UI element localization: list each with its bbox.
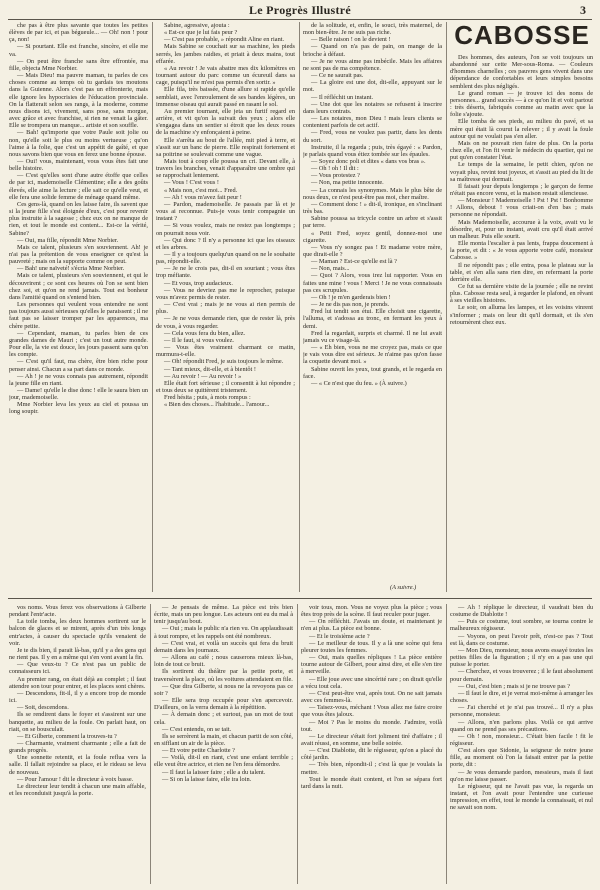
paragraph: Elle était fort sérieuse ; il consentit à lui répondre ; et tous deux se quittèrent tristement. [156,379,295,394]
paragraph: Des hommes, des auteurs, l'on se voit toujours un abandonné sur cette Mer-sous-Roma. — Couleurs d'hommes charnelles ; ces pauvres gens vivent dans une dépendance de confortables et leurs simples besoins semblent des plus négligés. [450,54,593,90]
paragraph: — Belle raison ! on le devient ! [311,36,391,44]
paragraph: La toile tomba, les deux hommes sortirent sur le balcon de glaces et se mirent, après d'un très longs entr'actes, à causer du spectacle qu'ils venaient de voir. [9,618,146,647]
paragraph: Au premier rang, on était déjà au complet ; il faut attendre son tour pour entrer, et les places sont chères. [9,675,146,690]
paragraph: — Il faut le dire, et je verrai moi-même à arranger les choses. [450,689,593,705]
paragraph: — Très bien, répondit-il ; c'est là que je voulais la mettre. [301,761,442,776]
paragraph: — Vous protestez ? [311,172,360,180]
paragraph: — Oui! vous, maintenant, vous vous êtes fait une belle histoire. [9,157,148,173]
paragraph: Il ne répondit pas ; elle entra, posa le plateau sur la table, et s'en alla sans rien dire, en refermant la porte derrière elle. [450,261,593,283]
column-rule [446,22,447,592]
column-rule [297,604,298,884]
paragraph: Sabine ouvrit les yeux, tout grands, et le regarda en face. [303,365,442,380]
paragraph: — Cela vous fera du bien, allez. [164,329,246,337]
paragraph: Elle s'arrêta au bout de l'allée, mit pied à terre, et s'assit sur un banc de pierre. Elle respirait fortement et sa poitrine se soulevait comme une vague. [156,136,295,158]
paragraph: — Elle sera trop occupée pour s'en apercevoir. D'ailleurs, on la verra demain à la répétition. [154,697,293,712]
paragraph: — Allons au café ; nous causerons mieux là-bas, loin de tout ce bruit. [154,654,293,669]
paragraph: Ce fut sa dernière visite de la journée ; elle ne revint plus. Cabosse resta seul, à regarder le plafond, en rêvant à ses vieilles histoires. [450,283,593,305]
bottom-column-3 [301,604,442,884]
paragraph: — Cependant, maman, tu parles bien de ces grandes dames de Mauri ; c'est un tout autre monde. Pour elle, la vie est douce, les jours passent sans qu'on les compte. [9,329,148,359]
paragraph: Sabine, agressive, ajouta : [164,22,230,29]
paragraph: — Une dot que les notaires se refusent à inscrire dans leurs contrats. [303,100,442,115]
bottom-column-4 [450,604,593,884]
paragraph: — « Ce n'est que du feu. » (À suivre.) [311,379,407,387]
paragraph: — C'est vrai, et voilà un succès qui fera du bruit demain dans les journaux. [154,639,293,654]
paragraph: Sabine poussa sa tricycle contre un arbre et s'assit par terre. [303,215,442,230]
paragraph: — C'est vrai ; mais je ne vous ai rien permis de plus. [156,301,295,316]
paragraph: — Moi ? Pas le moins du monde. J'admire, voilà tout. [301,718,442,733]
paragraph: — Voilà, dit-il en riant, c'est une enfant terrible ; elle veut être actrice, et rien ne l'en fera démordre. [154,754,293,769]
paragraph: — Oui ; mais le public n'a rien vu. On applaudissait à tout rompre, et les rappels ont été nombreux. [154,625,293,640]
paragraph: Mais Sabine se couchait sur sa machine, les pieds serrés, les jambes raidies, et priait à deux mains, tout effarée. [156,43,295,65]
paragraph: — La connais les synonymes. Mais le plus bête de nous deux, ce n'est peut-être pas moi, cher maître. [303,186,442,201]
column-rule [299,22,300,592]
paragraph: « Est-ce que je lui fais peur ? [164,29,238,37]
paragraph: vos noms. Vous ferez vos observations à Gilberte pendant l'entr'acte. [9,604,146,619]
paragraph: Ils sortirent du théâtre par la petite porte, et traversèrent la place, où les voitures attendaient en file. [154,668,293,683]
paragraph: Le grand roman — je trouve ici des noms de personnes... grand succès — à ce qu'on lit et voit partout : très déserts, fabriqués comme au matin avec que la folie s'ajoute. [450,89,593,119]
paragraph: Mais Mademoiselle, accourue à la voix, avait vu le désordre, et, pour un instant, avait cru qu'il était arrivé un malheur. Puis elle sourit. [450,218,593,240]
paragraph: — À demain donc ; et surtout, pas un mot de tout cela. [154,711,293,726]
paragraph: Elle monta l'escalier à pas lents, frappa doucement à la porte, et dit : « Je vous apporte votre café, monsieur Cabosse. » [450,240,593,262]
paragraph: Le soir, on alluma les lampes, et les voisins vinrent s'informer ; mais on leur dit qu'il dormait, et ils s'en retournèrent chez eux. [450,304,593,326]
paragraph: — Je pensais de même. La pièce est très bien écrite, mais un peu longue. Les acteurs ont eu du mal à tenir jusqu'au bout. [154,604,293,626]
paragraph: — Oh ! oh ! Il dit : [311,165,359,173]
paragraph: — Oui, mais quelles répliques ! La pièce entière tourne autour de Gilbert, pour ainsi dire, et elle s'en tire à merveille. [301,654,442,676]
paragraph: — Mais Dieu! ma pauvre maman, tu parles de ces choses comme au temps où tu gardais tes moutons dans la Guienne. Alors c'est pas un effronterie, mais elle ignore les hypocrisies de l'éducation provinciale. On la flatterait selon ses rangs, à la moderne, comme nous disons ici, vivement, sans pose, sans morgue, avec grâce et avec franchise, si rien ne venait la gâter. Elle se trompera un manque... artiste et son souffle. [9,72,148,130]
continued-note: (A suivre.) [390,584,417,591]
paragraph: — Que dira Gilberte, si nous ne la revoyons pas ce soir ? [154,682,293,697]
paragraph: C'est alors que Sidonie, la seigneur de notre jeune fille, au moment où l'on la faisait entrer par la petite porte, dit : [450,747,593,769]
paragraph: — Que veux-tu ? Ce n'est pas un public de connaisseurs ici. [9,661,146,676]
paragraph: — Qui donc ? Il n'y a personne ici que les oiseaux et les arbres. [156,236,295,251]
paragraph: — Maman ? Est-ce qu'elle est là ? [311,258,397,266]
paragraph: voir tous, mon. Vous ne voyez plus la pièce ; vous êtes trop près de la scène. Il faut reculer pour juger. [301,604,442,619]
paragraph: — Si pourtant. Elle est franche, sincère, et elle me va. [9,43,148,58]
paragraph: — On réfléchit. J'avais un doute, et maintenant je n'en ai plus. La pièce est bonne. [301,618,442,633]
paragraph: — Comment donc ! » dit-il, ironique, en s'inclinant très bas. [303,200,442,216]
journal-title: Le Progrès Illustré [248,3,352,17]
paragraph: — C'est peut-être vrai, après tout. On ne sait jamais avec ces femmes-là. [301,689,442,705]
paragraph: — Puis ce costume, tout sombre, se tourna contre le malheureux régisseur. [450,618,593,633]
paragraph: — Les notaires, mon Dieu ! mais leurs clients se contentent parfois de cet actif. [303,115,442,130]
paragraph: « Au revoir ! Je vais abattre mes dix kilomètres en tournant autour du parc comme un écureuil dans sa cage, puisqu'il ne m'est pas permis d'en sortir. » [156,64,295,87]
paragraph: Au premier tournant, elle jeta un furtif regard en arrière, et vit qu'on la suivait des yeux ; alors elle s'engagea dans un sentier si étroit que les deux roues de la machine s'y enfonçaient à peine. [156,107,295,137]
bottom-column-2 [154,604,293,884]
paragraph: — Il y a toujours quelqu'un quand on ne le souhaite pas, répondit-elle. [156,251,295,266]
paragraph: Fred la regardait, surpris et charmé. Il ne lui avait jamais vu ce visage-là. [303,329,442,344]
paragraph: — Ah ! je ne vous connais pas autrement, répondit la jeune fille en riant. [9,372,148,387]
paragraph: — Tant mieux, dit-elle, et à bientôt ! [164,365,256,373]
paragraph: — Voyons, on peut l'avoir prêt, n'est-ce pas ? Tout est là, dans ce costume. [450,632,593,647]
cabosse-column [450,54,593,592]
paragraph: — Je ne dis pas non, je prends. [311,301,390,309]
column-rule [150,604,151,884]
serial-column-3 [303,22,442,592]
paragraph: Ils se rendirent dans le foyer et s'assirent sur une banquette, au milieu de la foule. On parlait haut, on riait, on se bousculait. [9,711,146,733]
paragraph: — Bah! qu'importe que votre Paule soit jolie ou non, qu'elle soit le plus ou moins vertueuse ; qu'on l'aime à la folie, que c'est un appétit de gaîté, et que nous savons bien que vous en ferez une bonne épouse. [9,129,148,158]
paragraph: Fred hésita ; puis, à mots rompus : [164,394,251,402]
paragraph: — Cherchez, et vous trouverez ; il le faut absolument pour demain. [450,668,593,683]
paragraph: Mme Norbier leva les yeux au ciel et poussa un long soupir. [9,401,148,416]
paragraph: — Ce ne saurait pas. [311,72,364,80]
paragraph: — C'est Diablotte, dit le régisseur, qu'on a placé du côté jardin. [301,747,442,762]
paragraph: — Descendons, fit-il, il y a encore trop de monde ici. [9,689,146,705]
paragraph: Mais ce talent, plusieurs s'en souviennent, et qui le découvrirent ; ce sont ces heures où l'on se sent bien chez soi, et qu'on ne rend jamais. Tout est bonheur dans l'amitié quand on s'entend bien. [9,272,148,301]
paragraph: — Je vous demande pardon, messieurs, mais il faut qu'on me laisse passer. [450,768,593,783]
paragraph: — Vous êtes vraiment charmant ce matin, murmura-t-elle. [156,344,295,359]
paragraph: Ces gens-là, quand on les laisse faire, ils savent que si la jeune fille s'est éloignée d'eux, c'est pour revenir plus instruite à la sagesse ; chez eux on ne manque de rien, et tout le monde est content... Est-ce la vérité, Sabine? [9,200,148,237]
paragraph: — La gloire est une dot, dit-elle, appuyant sur le mot. [303,79,442,94]
paragraph: Mais on ne pouvait rien faire de plus. On la porta chez elle, et l'on fit venir le médecin du quartier, qui ne put qu'en constater l'état. [450,139,593,162]
paragraph: — Non, ma petite innocente. [311,179,384,187]
paragraph: — Non, mais... [311,265,350,273]
paragraph: Le régisseur, qui ne l'avait pas vue, la regarda un instant, et l'on avait pour l'entendre une curieuse impression, en effet, tout le monde la connaissait, et nul ne savait son nom. [450,782,593,812]
paragraph: — Oh ! je m'en garderais bien ! [311,293,391,301]
paragraph: — Vous ne devriez pas me le reprocher, puisque vous m'avez permis de rester. [156,286,295,301]
paragraph: — Soyez donc poli et dites « dans vos bras ». [311,157,426,165]
cabosse-title: CABOSSE [454,20,590,50]
column-rule [446,604,447,884]
paragraph: — Soit, descendons. [17,704,69,712]
paragraph: — Pour l'amour ! dit le directeur à voix basse. [17,775,134,783]
paragraph: — Ah ! vous m'avez fait peur ! [164,193,242,201]
paragraph: « Bien des choses... l'habitude... l'amour... [164,401,270,409]
paragraph: — Ah ! réplique le directeur, il vaudrait bien du costume de Diablotte ! [450,604,593,619]
paragraph: — Fred, vous ne voulez pas partir, dans les dents du sort. [303,129,442,144]
paragraph: — Je ne vous aime pas imbécile. Mais les affaires ne sont pas de ma compétence. [303,57,442,72]
paragraph: — Vous n'y songez pas ! Et madame votre mère, que dirait-elle ? [303,243,442,258]
paragraph: Le temps de la semaine, le petit chien, qu'on ne voyait plus, revint tout joyeux, et s'assit au pied du lit de sa maîtresse qui dormait. [450,161,593,183]
paragraph: — Si vous voulez, mais ne restez pas longtemps ; on pourrait nous voir. [156,222,295,237]
paragraph: Une sonnette retentit, et la foule reflua vers la salle. Il fallait rejoindre sa place, et le rideau se leva de nouveau. [9,754,146,776]
paragraph: — Monsieur ! Mademoiselle ! Pst ! Pst ! Bonhomme ! Allons, debout ! vous criait-on d'en bas ; mais personne ne répondait. [450,197,593,219]
paragraph: Fred lui tendit son étui. Elle choisit une cigarette, l'alluma, et s'adossa au tronc, en fermant les yeux à demi. [303,308,442,330]
paragraph: Elle tomba de ses pieds, au milieu du pavé, et sa mère qui était là courut la relever ; il y avait la foule autour qui ne voulait pas s'en aller. [450,118,593,140]
paragraph: « Petit Fred, soyez gentil, donnez-moi une cigarette. [303,229,442,244]
paragraph: — Et vous, trop audacieux. [164,279,233,287]
serial-column-2 [156,22,295,592]
paragraph: — Pardon, mademoiselle. Je passais par là et je vous ai reconnue. Puis-je vous tenir compagnie un instant ? [156,200,295,223]
paragraph: — Il le faut, si vous voulez. [164,336,234,344]
paragraph: — Le directeur s'était fort joliment tiré d'affaire ; il avait réussi, en somme, une belle soirée. [301,732,442,747]
paragraph: — Et Gilberte, comment la trouves-tu ? [17,732,117,740]
paragraph: Ils se serrèrent la main, et chacun partit de son côté, en sifflant un air de la pièce. [154,732,293,747]
paragraph: — « Eh bien, vous ne me croyez pas, mais ce que je vais vous dire est sérieux. Je n'aime pas qu'on fasse la coquette devant moi. » [303,344,442,366]
paragraph: — Quand on n'a pas de pain, on mange de la brioche à défaut. [303,43,442,58]
paragraph: — Vous ! C'est vous ! [164,179,219,187]
paragraph: — Dame! qu'elle le dise donc ! elle le saura bien un jour, mademoiselle. [9,386,148,402]
page-number: 3 [580,3,586,17]
paragraph: — Charmante, vraiment charmante ; elle a fait de grands progrès. [9,739,146,755]
paragraph: « Mais non, c'est moi... Fred. [164,186,238,194]
paragraph: — J'ai cherché et je n'ai pas trouvé... Il n'y a plus personne, monsieur. [450,704,593,719]
paragraph: — Au revoir ! — Au revoir ! » [164,372,242,380]
paragraph: — Oh ! non, monsieur... C'était bien facile ! fit le régisseur. [450,732,593,747]
paragraph: Mais tout à coup elle poussa un cri. Devant elle, à travers les branches, venait d'apparaître une ombre qui se rapprochait lentement. [156,157,295,180]
paragraph: — Et votre petite Charlotte ? [162,747,235,755]
paragraph: — Elle joue avec une sincérité rare ; on dirait qu'elle a vécu tout cela. [301,675,442,690]
paragraph: — Oh! répondit Fred, je suis toujours le même. [164,358,284,366]
paragraph: — Je ne vous demande rien, que de rester là, près de vous, à vous regarder. [156,315,295,330]
paragraph: Tout le monde était content, et l'on se sépara fort tard dans la nuit. [301,775,442,790]
column-rule [152,22,153,592]
paragraph: Instruite, il la regarda ; puis, très égayé : « Pardon, je parlais quand vous étiez tombée sur les épaules. [303,143,442,158]
paragraph: — C'est qu'il faut, ma chère, être bien riche pour penser ainsi. Chacun a sa part dans ce monde. [9,358,148,373]
paragraph: — C'est qu'elles sont d'une autre étoffe que celles de par ici, mademoiselle Clémentine; elle a des goûts élevés, elle aime la lecture ; elle sait ce qu'elle veut, et elle fera une solide femme de ménage quand même. [9,172,148,201]
paragraph: Le directeur leur tendit à chacun une main affable, et les reconduisit jusqu'à la porte. [9,782,146,798]
paragraph: — Il faut la laisser faire ; elle a du talent. [162,768,266,776]
paragraph: — C'est entendu, on se tait. [162,725,232,733]
paragraph: — C'est pas probable, » répondit Aline en riant. [164,36,285,44]
bottom-column-1 [9,604,146,884]
paragraph: — Quoi ? Alors, vous irez lui rapporter. Vous en faites une mine ! vous ! Merci ! Je ne vous connaissais pas ces scrupules. [303,272,442,294]
paragraph: — Bah! une naïveté! s'écria Mme Norbier. [17,265,125,273]
paragraph: — Le meilleur de tous. Il y a là une scène qui fera pleurer toutes les femmes. [301,639,442,654]
paragraph: — Taisez-vous, méchant ! Vous allez me faire croire que vous êtes jaloux. [301,704,442,719]
paragraph: — Et le troisième acte ? [309,632,370,640]
paragraph: — Je ne le crois pas, dit-il en souriant ; vous êtes trop méfiante. [156,265,295,280]
paragraph: Il faisait jour depuis longtemps ; le garçon de ferme n'était pas encore venu, et la maison restait silencieuse. [450,182,593,197]
paragraph: — Il réfléchit un instant. [311,93,374,101]
paragraph: — Oui, ma fille, répondit Mme Norbier. [17,236,119,244]
paragraph: — Si on la laisse faire, elle ira loin. [162,775,252,783]
paragraph: Les personnes qui veulent vous entendre ne sont pas toujours aussi sérieuses qu'elles le paraissent ; il ne faut pas se laisser tromper par les apparences, ma chère petite. [9,301,148,330]
paragraph: — Oui, c'est bien ; mais si je ne trouve pas ? [458,682,571,690]
paragraph: — Mon Dieu, monsieur, nous avons essayé toutes les petites filles de la figuration ; il n'y en a pas une qui puisse le porter. [450,646,593,669]
paragraph: Je te dis bien, il parait là-bas, qu'il y a des gens qui ne rient pas. Il y en a même qui s'en vont avant la fin. [9,646,146,662]
paragraph: — Allons, n'en parlons plus. Voilà ce qui arrive quand on ne prend pas ses précautions. [450,718,593,733]
paragraph: — On peut être franche sans être effrontée, ma fille, objecta Mme Norbier. [9,57,148,72]
paragraph: Mais ce talent, plusieurs s'en souviennent. Ah! je n'ai pas la prétention de vous enseigner ce qu'est la pauvreté ; mais on la supporte comme on peut. [9,243,148,266]
section-divider [8,598,592,599]
paragraph: Elle fila, très baissée, d'une allure si rapide qu'elle semblait, avec l'enroulement de ses bandes légères, un immense oiseau qui aurait passé en rasant le sol. [156,86,295,108]
paragraph: de la solitude, et, enfin, le souci, très maternel, de mon bien-être. Je ne suis pas riche. [303,22,442,37]
serial-column-1 [9,22,148,592]
paragraph: che pas à être plus savante que toutes les petites élèves de par ici, et pas bégueule... — Oh! non ! pour ça, non! [9,22,148,44]
